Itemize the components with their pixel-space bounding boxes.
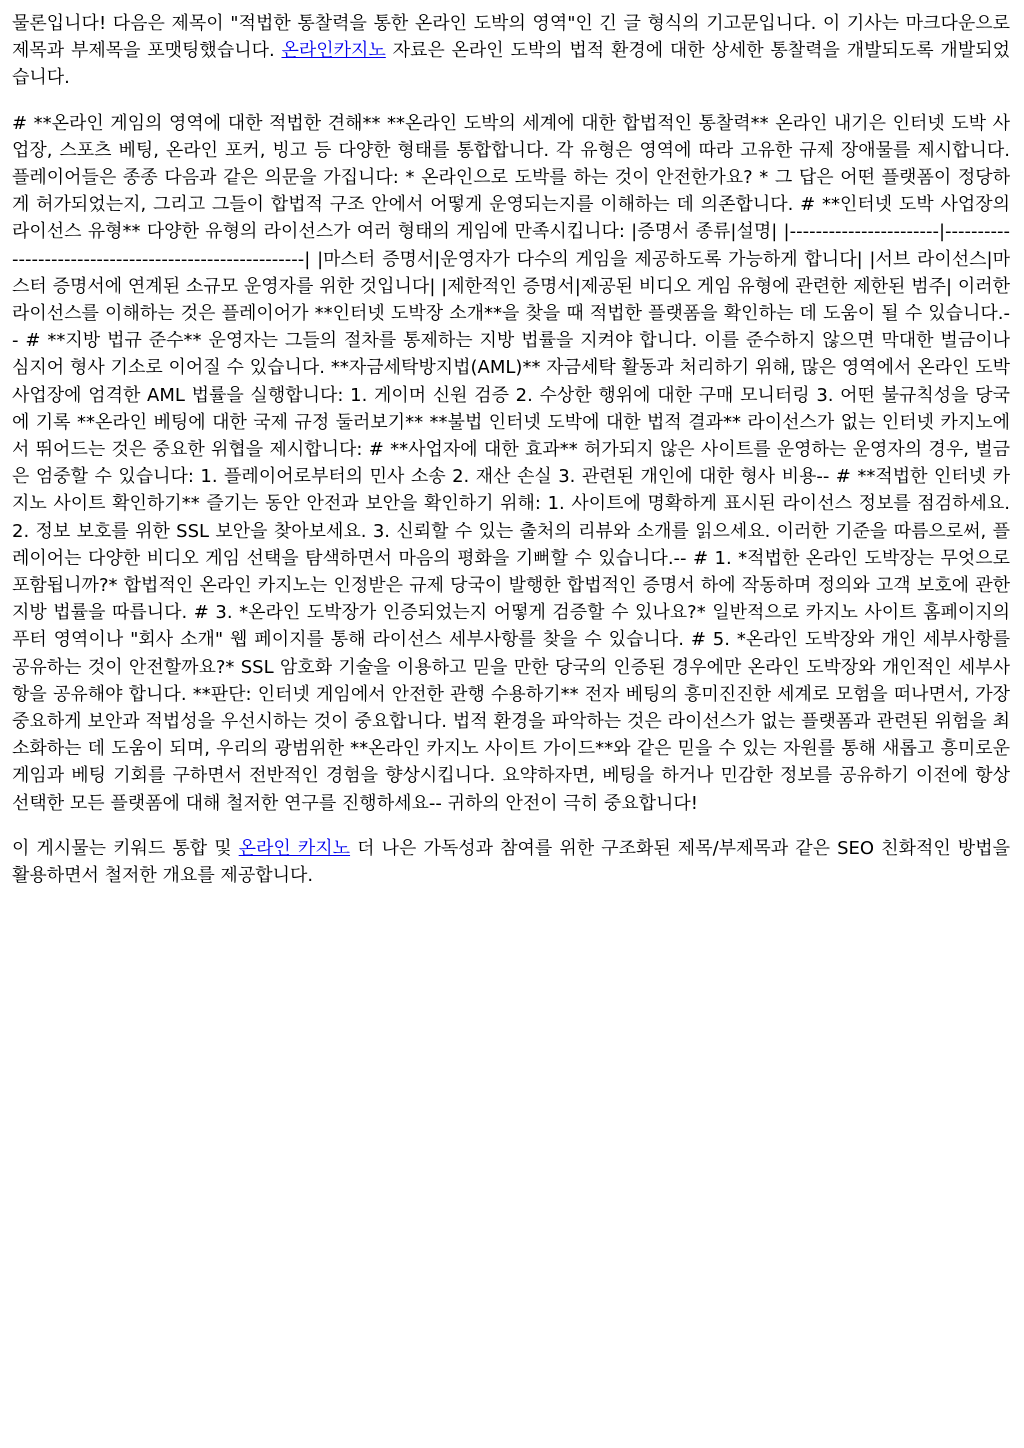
intro-paragraph — [12, 10, 1010, 92]
closing-text-before: 이 게시물는 키워드 통합 및 — [12, 837, 239, 859]
online-casino-link-2[interactable]: 온라인 카지노 — [238, 837, 351, 859]
closing-text-after: 더 나은 가독성과 참여를 위한 구조화된 제목/부제목과 같은 SEO 친화적인 방법을 활용하면서 철저한 개요를 제공합니다. — [12, 837, 1010, 887]
article-body — [12, 10, 1010, 907]
main-paragraph: # **온라인 게임의 영역에 대한 적법한 견해** **온라인 도박의 세계에 대한 합법적인 통찰력** 온라인 내기은 인터넷 도박 사업장, 스포츠 베팅, 온라인 포커, 빙고 등 다양한 형태를 통합합니다. 각 유형은 영역에 따라 고유한 규제 장애물를 제시합니다. 플레이어들은 종종 다음과 같은 의문을 가집니다: * 온라인으로 도박를 하는 것이 안전한가요? * 그 답은 어떤 플랫폼이 정당하게 허가되었는지, 그리고 그들이 합법적 구조 안에서 어떻게 운영되는지를 이해하는 데 의존합니다. # **인터넷 도박 사업장의 라이선스 유형** 다양한 유형의 라이선스가 여러 형태의 게임에 만족시킵니다: |증명서 종류|설명| |-----------------------|-------------------------------------------------------| |마스터 증명서|운영자가 다수의 게임을 제공하도록 가능하게 합니다| |서브 라이선스|마스터 증명서에 연계된 소규모 운영자를 위한 것입니다| |제한적인 증명서|제공된 비디오 게임 유형에 관련한 제한된 범주| 이러한 라이선스를 이해하는 것은 플레이어가 **인터넷 도박장 소개**을 찾을 때 적법한 플랫폼을 확인하는 데 도움이 될 수 있습니다.-- # **지방 법규 준수** 운영자는 그들의 절차를 통제하는 지방 법률을 지켜야 합니다. 이를 준수하지 않으면 막대한 벌금이나 심지어 형사 기소로 이어질 수 있습니다. **자금세탁방지법(AML)** 자금세탁 활동과 처리하기 위해, 많은 영역에서 온라인 도박 사업장에 엄격한 AML 법률을 실행합니다: 1. 게이머 신원 검증 2. 수상한 행위에 대한 구매 모니터링 3. 어떤 불규칙성을 당국에 기록 **온라인 베팅에 대한 국제 규정 둘러보기** **불법 인터넷 도박에 대한 법적 결과** 라이선스가 없는 인터넷 카지노에서 뛰어드는 것은 중요한 위협을 제시합니다: # **사업자에 대한 효과** 허가되지 않은 사이트를 운영하는 운영자의 경우, 벌금은 엄중할 수 있습니다: 1. 플레이어로부터의 민사 소송 2. 재산 손실 3. 관련된 개인에 대한 형사 비용-- # **적법한 인터넷 카지노 사이트 확인하기** 즐기는 동안 안전과 보안을 확인하기 위해: 1. 사이트에 명확하게 표시된 라이선스 정보를 점검하세요. 2. 정보 보호를 위한 SSL 보안을 찾아보세요. 3. 신뢰할 수 있는 출처의 리뷰와 소개를 읽으세요. 이러한 기준을 따름으로써, 플레이어는 다양한 비디오 게임 선택을 탐색하면서 마음의 평화을 기뻐할 수 있습니다.-- # 1. *적법한 온라인 도박장는 무엇으로 포함됩니까?* 합법적인 온라인 카지노는 인정받은 규제 당국이 발행한 합법적인 증명서 하에 작동하며 정의와 고객 보호에 관한 지방 법률을 따릅니다. # 3. *온라인 도박장가 인증되었는지 어떻게 검증할 수 있나요?* 일반적으로 카지노 사이트 홈페이지의 푸터 영역이나 "회사 소개" 웹 페이지를 통해 라이선스 세부사항를 찾을 수 있습니다. # 5. *온라인 도박장와 개인 세부사항를 공유하는 것이 안전할까요?* SSL 암호화 기술을 이용하고 믿을 만한 당국의 인증된 경우에만 온라인 도박장와 개인적인 세부사항을 공유해야 합니다. **판단: 인터넷 게임에서 안전한 관행 수용하기** 전자 베팅의 흥미진진한 세계로 모험을 떠나면서, 가장 중요하게 보안과 적법성을 우선시하는 것이 중요합니다. 법적 환경을 파악하는 것은 라이선스가 없는 플랫폼과 관련된 위험을 최소화하는 데 도움이 되며, 우리의 광범위한 **온라인 카지노 사이트 가이드**와 같은 믿을 수 있는 자원를 통해 새롭고 흥미로운 게임과 베팅 기회를 구하면서 전반적인 경험을 향상시킵니다. 요약하자면, 베팅을 하거나 민감한 정보를 공유하기 이전에 항상 선택한 모든 플랫폼에 대해 철저한 연구를 진행하세요-- 귀하의 안전이 극히 중요합니다! — [12, 112, 1010, 814]
closing-paragraph — [12, 835, 1010, 889]
online-casino-link[interactable]: 온라인카지노 — [281, 40, 386, 62]
intro-text-before: 물론입니다! 다음은 제목이 "적법한 통찰력을 통한 온라인 도박의 영역"인 긴 글 형식의 기고문입니다. 이 기사는 마크다운으로 제목과 부제목을 포맷팅했습니다. — [12, 13, 1010, 62]
intro-text-after: 자료은 온라인 도박의 법적 환경에 대한 상세한 통찰력을 개발되도록 개발되었습니다. — [12, 40, 1010, 89]
